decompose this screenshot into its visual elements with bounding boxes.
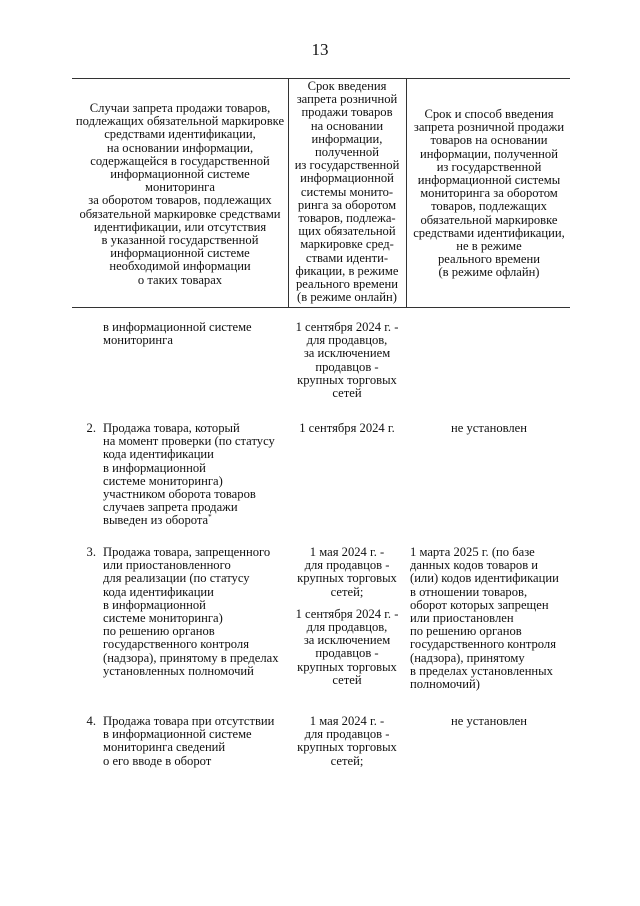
offline-line: или приостановлен <box>410 611 514 626</box>
page-number: 13 <box>311 40 329 59</box>
header-line: реального времени <box>296 277 398 292</box>
header-line: (в режиме онлайн) <box>297 290 397 305</box>
header-line: необходимой информации <box>109 259 251 274</box>
case-line: для реализации (по статусу <box>103 571 250 586</box>
header-line: информационной <box>300 171 394 186</box>
header-line: не в режиме <box>456 239 522 254</box>
header-line: системы монито- <box>300 184 394 199</box>
header-col-online <box>290 80 404 304</box>
online-line: продавцов - <box>315 646 379 661</box>
header-line: товаров, подлежащих <box>431 199 547 214</box>
row-4-number: 4. <box>86 714 96 728</box>
online-line: крупных торговых <box>297 659 397 674</box>
header-line: обязательной маркировке средствами <box>79 206 281 221</box>
case-line: случаев запрета продажи <box>103 500 238 515</box>
case-line: Продажа товара, который <box>103 421 240 435</box>
header-line: информации, <box>311 131 383 146</box>
online-line: для продавцов, <box>306 333 388 348</box>
header-line: товаров на основании <box>430 133 548 148</box>
online-line: за исключением <box>303 633 391 648</box>
online-line: крупных торговых <box>297 740 397 755</box>
case-line: участником оборота товаров <box>103 487 256 502</box>
online-line: 1 сентября 2024 г. - <box>295 320 399 334</box>
header-line: на основании <box>310 118 384 133</box>
row-1-online <box>290 321 404 400</box>
case-line: мониторинга сведений <box>103 740 226 755</box>
row-4-case <box>103 715 287 768</box>
online-line: сетей <box>332 386 362 401</box>
column-divider-1 <box>288 78 289 307</box>
online-line: крупных торговых <box>297 372 397 387</box>
offline-line: (надзора), принятому <box>410 650 525 665</box>
header-line: запрета розничной продажи <box>413 120 565 135</box>
row-2-offline <box>408 422 570 435</box>
case-line: кода идентификации <box>103 584 214 599</box>
header-line: Срок и способ введения <box>424 107 554 121</box>
header-line: фикации, в режиме <box>295 263 399 278</box>
row-2-case <box>103 422 287 528</box>
row-2-number: 2. <box>86 421 96 435</box>
case-line: или приостановленного <box>103 558 231 573</box>
row-4-offline <box>408 715 570 728</box>
header-line: полученной <box>315 145 379 160</box>
online-line: сетей; <box>330 753 364 768</box>
case-line: о его вводе в оборот <box>103 753 212 768</box>
header-line: из государственной <box>294 158 400 173</box>
row-2-online <box>290 422 404 435</box>
case-line: системе мониторинга) <box>103 611 223 626</box>
header-line: о таких товарах <box>137 272 223 287</box>
online-line: для продавцов - <box>304 558 390 573</box>
row-1-case <box>103 321 287 347</box>
offline-line: (или) кодов идентификации <box>410 571 559 586</box>
online-line: за исключением <box>303 346 391 361</box>
online-line: для продавцов - <box>304 727 390 742</box>
case-line: на момент проверки (по статусу <box>103 434 275 449</box>
offline-line: государственного контроля <box>410 637 556 652</box>
column-divider-2 <box>406 78 407 307</box>
online-line: сетей <box>332 672 362 687</box>
header-line: продажи товаров <box>301 105 393 120</box>
header-line: реального времени <box>438 252 540 267</box>
header-line: средствами идентификации, <box>104 127 256 142</box>
offline-line: в отношении товаров, <box>410 584 528 599</box>
header-line: (в режиме офлайн) <box>438 265 540 280</box>
header-line: из государственной <box>436 159 542 174</box>
header-line: товаров, подлежа- <box>298 211 396 226</box>
header-line: информационной системе мониторинга <box>110 167 250 195</box>
header-line: за оборотом товаров, подлежащих <box>88 193 272 208</box>
header-line: идентификации, или отсутствия <box>93 219 267 234</box>
header-line: запрета розничной <box>296 92 398 107</box>
row-3-online <box>290 546 404 687</box>
offline-line: не установлен <box>450 421 528 435</box>
header-col-offline <box>408 108 570 280</box>
header-line: обязательной маркировке <box>420 212 558 227</box>
header-line: информационной системы <box>417 173 561 188</box>
header-bottom-rule <box>72 307 570 308</box>
online-line: продавцов - <box>315 359 379 374</box>
case-line: в информационной <box>103 597 206 612</box>
header-line: подлежащих обязательной маркировке <box>75 114 285 129</box>
online-line: сетей; <box>330 584 364 599</box>
case-line: государственного контроля <box>103 637 249 652</box>
header-line: ринга за оборотом <box>297 197 397 212</box>
offline-line: 1 марта 2025 г. (по базе <box>410 545 535 559</box>
header-line: Случаи запрета продажи товаров, <box>89 101 271 115</box>
online-line: 1 сентября 2024 г. <box>299 421 395 435</box>
online-line: 1 мая 2024 г. - <box>309 714 385 728</box>
footnote-mark: * <box>208 513 212 522</box>
case-line: в информационной <box>103 460 206 475</box>
row-3-number: 3. <box>86 545 96 559</box>
row-3-case <box>103 546 287 678</box>
case-line: в информационной системе <box>103 727 252 742</box>
case-line: мониторинга <box>103 333 173 348</box>
case-line <box>103 514 287 527</box>
row-3-offline <box>410 546 570 691</box>
offline-line: оборот которых запрещен <box>410 597 549 612</box>
offline-line: не установлен <box>450 714 528 728</box>
case-line: по решению органов <box>103 624 215 639</box>
row-4-online <box>290 715 404 768</box>
case-line: в информационной системе <box>103 320 252 334</box>
header-line: мониторинга за оборотом <box>420 186 558 201</box>
online-line: 1 мая 2024 г. - <box>309 545 385 559</box>
online-line: крупных торговых <box>297 571 397 586</box>
header-line: Срок введения <box>307 79 387 93</box>
header-line: ствами иденти- <box>305 250 389 265</box>
header-line: средствами идентификации, <box>413 225 565 240</box>
header-line: на основании информации, <box>106 140 254 155</box>
header-line: щих обязательной <box>298 224 396 239</box>
offline-line: по решению органов <box>410 624 522 639</box>
case-line: (надзора), принятому в пределах <box>103 650 279 665</box>
header-col-cases <box>74 102 286 287</box>
header-line: информационной системе <box>110 246 250 261</box>
offline-line: полномочий) <box>410 677 480 692</box>
case-line-text: выведен из оборота <box>103 513 209 528</box>
case-line: Продажа товара, запрещенного <box>103 545 271 559</box>
case-line: системе мониторинга) <box>103 473 223 488</box>
header-line: информации, полученной <box>420 146 558 161</box>
online-line: для продавцов, <box>306 620 388 635</box>
offline-line: данных кодов товаров и <box>410 558 539 573</box>
header-line: содержащейся в государственной <box>90 153 270 168</box>
header-line: в указанной государственной <box>101 233 259 248</box>
online-line: 1 сентября 2024 г. - <box>295 606 399 621</box>
offline-line: в пределах установленных <box>410 663 553 678</box>
case-line: кода идентификации <box>103 447 214 462</box>
case-line: установленных полномочий <box>103 663 254 678</box>
case-line: Продажа товара при отсутствии <box>103 714 275 728</box>
header-line: маркировке сред- <box>300 237 394 252</box>
